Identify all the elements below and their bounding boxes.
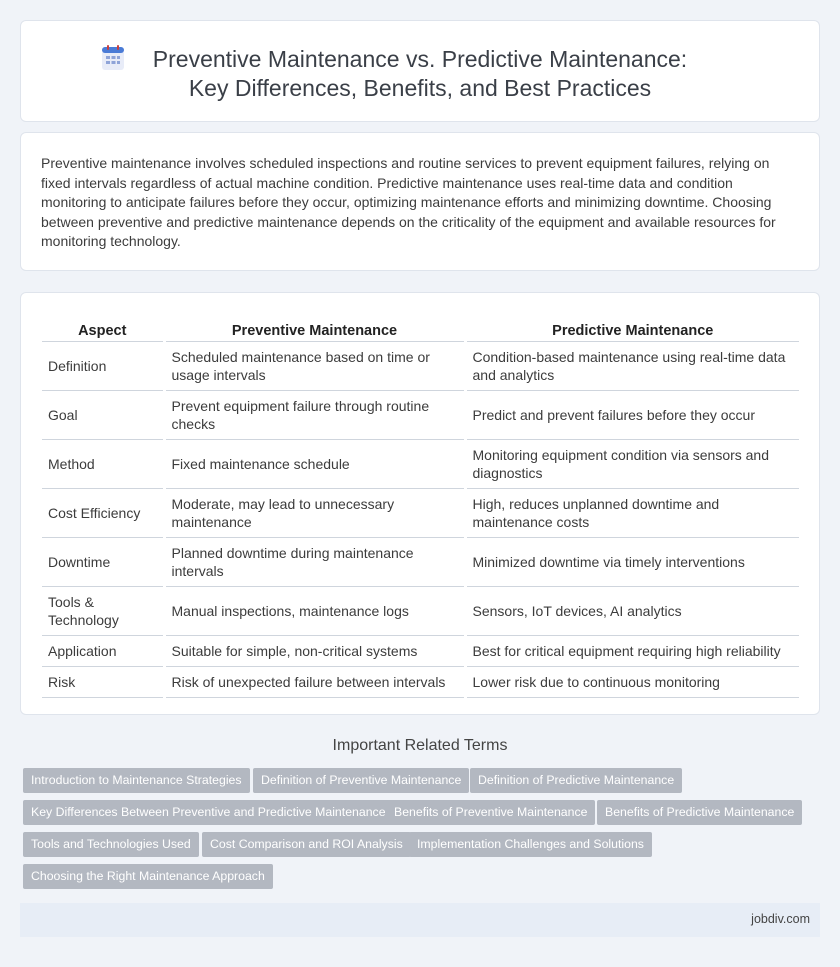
cell-preventive: Fixed maintenance schedule xyxy=(164,439,465,488)
cell-predictive: Best for critical equipment requiring high reliability xyxy=(465,635,799,666)
comparison-card xyxy=(20,292,820,715)
header-preventive: Preventive Maintenance xyxy=(164,312,465,341)
footer-site-link[interactable]: jobdiv.com xyxy=(751,912,810,926)
cell-preventive: Manual inspections, maintenance logs xyxy=(164,586,465,635)
cell-aspect: Downtime xyxy=(42,537,164,586)
cell-aspect: Risk xyxy=(42,666,164,697)
cell-predictive: Sensors, IoT devices, AI analytics xyxy=(465,586,799,635)
cell-aspect: Definition xyxy=(42,341,164,390)
header-aspect: Aspect xyxy=(42,312,164,341)
cell-preventive: Risk of unexpected failure between intervals xyxy=(164,666,465,697)
footer xyxy=(20,903,820,937)
table-row xyxy=(42,341,799,390)
cell-predictive: High, reduces unplanned downtime and maintenance costs xyxy=(465,488,799,537)
table-row xyxy=(42,666,799,697)
cell-aspect: Goal xyxy=(42,390,164,439)
table-row xyxy=(42,390,799,439)
related-term-tag[interactable]: Cost Comparison and ROI Analysis xyxy=(202,832,411,857)
cell-aspect: Cost Efficiency xyxy=(42,488,164,537)
table-row xyxy=(42,488,799,537)
header-predictive: Predictive Maintenance xyxy=(465,312,799,341)
cell-predictive: Minimized downtime via timely interventions xyxy=(465,537,799,586)
table-row xyxy=(42,586,799,635)
table-row xyxy=(42,439,799,488)
related-term-tag[interactable]: Benefits of Predictive Maintenance xyxy=(597,800,802,825)
cell-aspect: Method xyxy=(42,439,164,488)
cell-preventive: Suitable for simple, non-critical systems xyxy=(164,635,465,666)
intro-card xyxy=(20,132,820,271)
related-term-tag[interactable]: Key Differences Between Preventive and Predictive Maintenance xyxy=(23,800,394,825)
cell-predictive: Condition-based maintenance using real-time data and analytics xyxy=(465,341,799,390)
cell-predictive: Monitoring equipment condition via sensors and diagnostics xyxy=(465,439,799,488)
cell-predictive: Predict and prevent failures before they occur xyxy=(465,390,799,439)
page-title: Preventive Maintenance vs. Predictive Maintenance: Key Differences, Benefits, and Best Practices xyxy=(152,46,688,101)
related-term-tag[interactable]: Definition of Preventive Maintenance xyxy=(253,768,469,793)
title-card xyxy=(20,20,820,122)
cell-aspect: Tools & Technology xyxy=(42,586,164,635)
intro-paragraph: Preventive maintenance involves scheduled inspections and routine services to prevent equipment failures, relying on fixed intervals regardless of actual machine condition. Predictive maintenance uses real-time data and condition monitoring to anticipate failures before they occur, optimizing maintenance efforts and minimizing downtime. Choosing between preventive and predictive maintenance depends on the criticality of the equipment and available resources for monitoring technology. xyxy=(41,155,776,250)
table-row xyxy=(42,635,799,666)
related-term-tag[interactable]: Benefits of Preventive Maintenance xyxy=(386,800,595,825)
cell-preventive: Moderate, may lead to unnecessary maintenance xyxy=(164,488,465,537)
related-term-tag[interactable]: Definition of Predictive Maintenance xyxy=(470,768,682,793)
related-term-tag[interactable]: Implementation Challenges and Solutions xyxy=(409,832,652,857)
related-term-tag[interactable]: Choosing the Right Maintenance Approach xyxy=(23,864,273,889)
related-term-tag[interactable]: Tools and Technologies Used xyxy=(23,832,199,857)
related-terms-heading: Important Related Terms xyxy=(332,737,508,754)
cell-preventive: Scheduled maintenance based on time or usage intervals xyxy=(164,341,465,390)
cell-aspect: Application xyxy=(42,635,164,666)
cell-preventive: Prevent equipment failure through routine checks xyxy=(164,390,465,439)
related-term-tag[interactable]: Introduction to Maintenance Strategies xyxy=(23,768,250,793)
cell-preventive: Planned downtime during maintenance intervals xyxy=(164,537,465,586)
comparison-table xyxy=(42,312,799,698)
table-header-row xyxy=(42,312,799,341)
table-row xyxy=(42,537,799,586)
cell-predictive: Lower risk due to continuous monitoring xyxy=(465,666,799,697)
